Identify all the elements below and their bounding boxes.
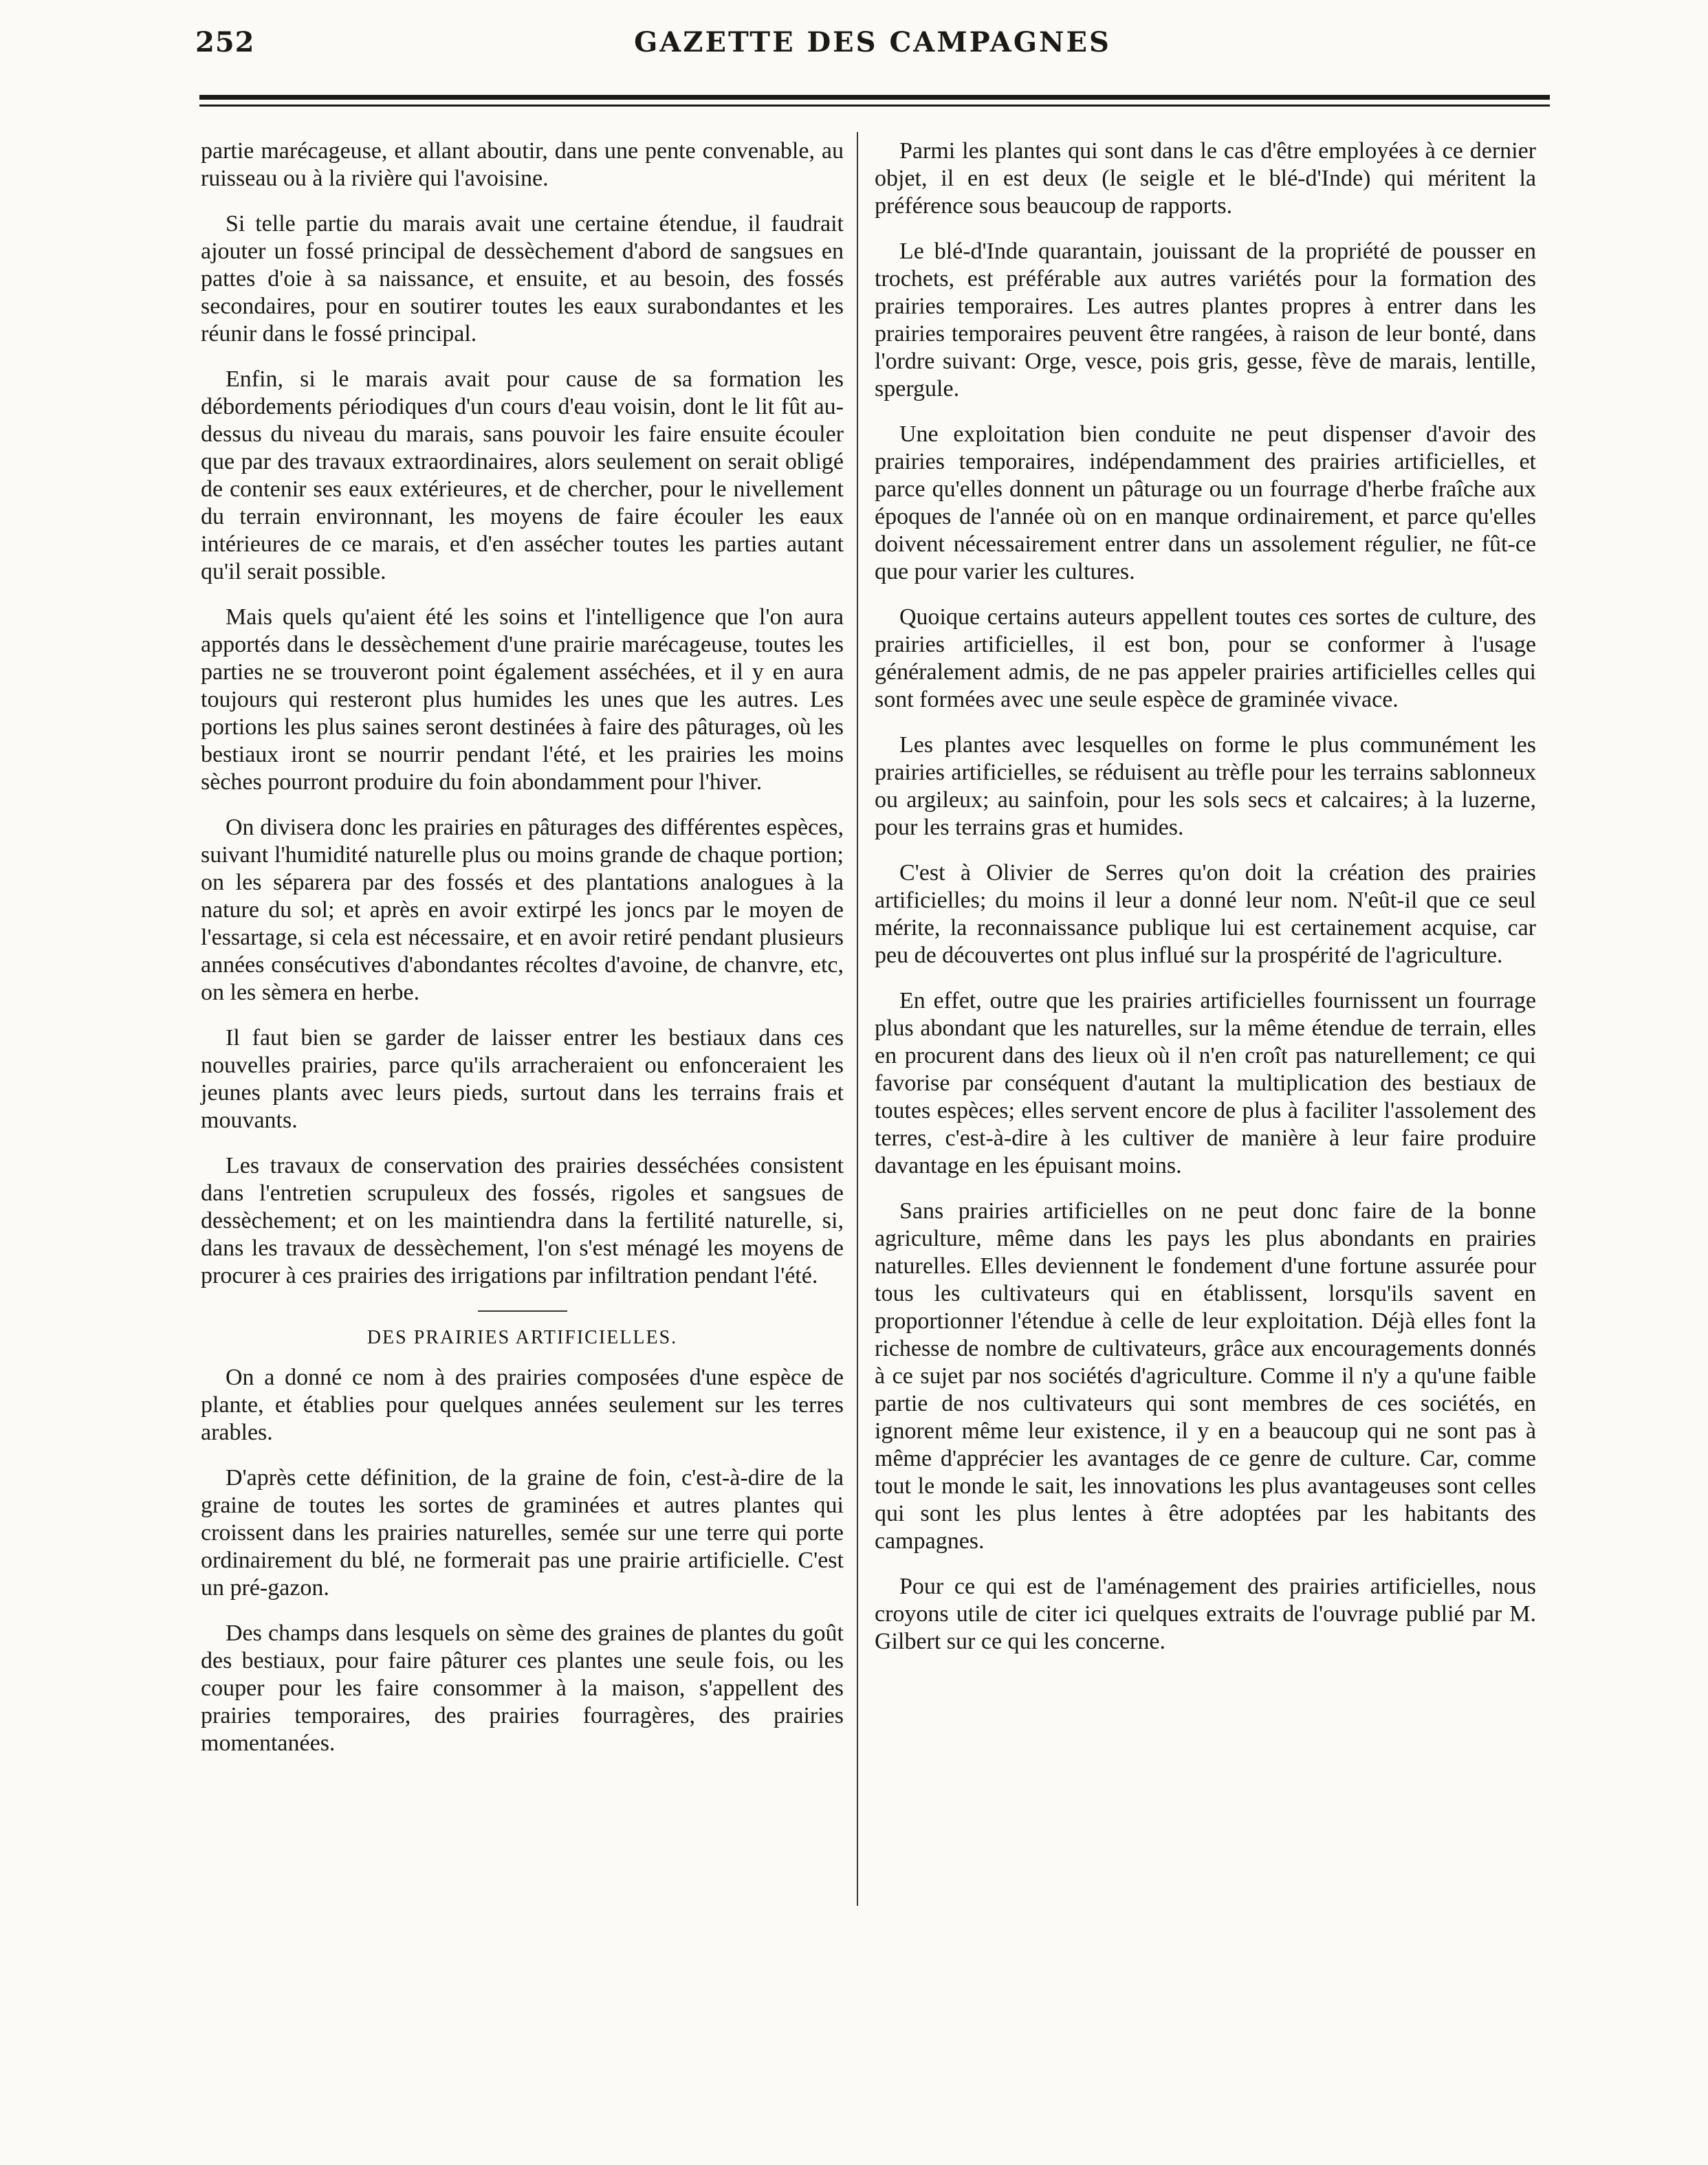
paragraph: En effet, outre que les prairies artificielles fournissent un fourrage plus abondant que les naturelles, sur la même étendue de terrain, elles en procurent dans des lieux où il n'en croît pas naturellement; ce qui favorise par conséquent d'autant la multiplication des bestiaux de toutes espèces; elles servent encore de plus à faciliter l'assolement des terres, c'est-à-dire à les cultiver de manière à leur faire produire davantage en les épuisant moins. bbox=[875, 988, 1536, 1178]
section-rule bbox=[478, 1310, 567, 1312]
paragraph: D'après cette définition, de la graine de foin, c'est-à-dire de la graine de toutes les sortes de graminées et autres plantes qui croissent dans les prairies naturelles, semée sur une terre qui porte ordinairement du blé, ne formerait pas une prairie artificielle. C'est un pré-gazon. bbox=[201, 1465, 844, 1601]
paragraph: Pour ce qui est de l'aménagement des prairies artificielles, nous croyons utile de citer ici quelques extraits de l'ouvrage publié par M. Gilbert sur ce qui les concerne. bbox=[875, 1574, 1536, 1654]
paragraph: Il faut bien se garder de laisser entrer les bestiaux dans ces nouvelles prairies, parce qu'ils arracheraient ou enfonceraient les jeunes plants avec leurs pieds, surtout dans les terrains frais et mouvants. bbox=[201, 1025, 844, 1133]
paragraph: C'est à Olivier de Serres qu'on doit la création des prairies artificielles; du moins il leur a donné leur nom. N'eût-il que ce seul mérite, la reconnaissance publique lui est certainement acquise, car peu de découvertes ont plus influé sur la prospérité de l'agriculture. bbox=[875, 860, 1536, 968]
paragraph: Si telle partie du marais avait une certaine étendue, il faudrait ajouter un fossé principal de dessèchement d'abord de sangsues en pattes d'oie à sa naissance, et ensuite, et au besoin, des fossés secondaires, pour en soutirer toutes les eaux surabondantes et les réunir dans le fossé principal. bbox=[201, 211, 844, 347]
paragraph: Une exploitation bien conduite ne peut dispenser d'avoir des prairies temporaires, indépendamment des prairies artificielles, et parce qu'elles donnent un pâturage ou un fourrage d'herbe fraîche aux époques de l'année où on en manque ordinairement, et parce qu'elles doivent nécessairement entrer dans un assolement régulier, ne fût-ce que pour varier les cultures. bbox=[875, 421, 1536, 584]
journal-title: GAZETTE DES CAMPAGNES bbox=[634, 26, 1111, 58]
right-column bbox=[875, 138, 1536, 1673]
paragraph: Les travaux de conservation des prairies desséchées consistent dans l'entretien scrupuleux des fossés, rigoles et sangsues de dessèchement; et on les maintiendra dans la fertilité naturelle, si, dans les travaux de dessèchement, l'on s'est ménagé les moyens de procurer à ces prairies des irrigations par infiltration pendant l'été. bbox=[201, 1153, 844, 1288]
paragraph: Mais quels qu'aient été les soins et l'intelligence que l'on aura apportés dans le dessèchement d'une prairie marécageuse, toutes les parties ne se trouveront point également asséchées, et il y en aura toujours qui resteront plus humides les unes que les autres. Les portions les plus saines seront destinées à faire des pâturages, où les bestiaux iront se nourrir pendant l'été, et les prairies les moins sèches pourront produire du foin abondamment pour l'hiver. bbox=[201, 604, 844, 795]
paragraph: Sans prairies artificielles on ne peut donc faire de la bonne agriculture, même dans les pays les plus abondants en prairies naturelles. Elles deviennent le fondement d'une fortune assurée pour tous les cultivateurs qui en établissent, lorsqu'ils savent en proportionner l'étendue à celle de leur exploitation. Déjà elles font la richesse de nombre de cultivateurs, grâce aux encouragements donnés à ce sujet par nos sociétés d'agriculture. Comme il n'y a qu'une faible partie de nos cultivateurs qui sont membres de ces sociétés, en ignorent même leur existence, il y en a beaucoup qui ne sont pas à même d'apprécier les avantages de ce genre de culture. Car, comme tout le monde le sait, les innovations les plus avantageuses sont celles qui sont les plus lentes à être adoptées par les habitants des campagnes. bbox=[875, 1198, 1536, 1554]
header-rule-thin bbox=[199, 105, 1550, 107]
paragraph: Des champs dans lesquels on sème des graines de plantes du goût des bestiaux, pour faire pâturer ces plantes une seule fois, ou les couper pour les faire consommer à la maison, s'appellent des prairies temporaires, des prairies fourragères, des prairies momentanées. bbox=[201, 1620, 844, 1756]
paragraph: Les plantes avec lesquelles on forme le plus communément les prairies artificielles, se réduisent au trèfle pour les terrains sablonneux ou argileux; au sainfoin, pour les sols secs et calcaires; à la luzerne, pour les terrains gras et humides. bbox=[875, 732, 1536, 840]
page-header bbox=[195, 21, 1550, 76]
column-divider bbox=[857, 132, 858, 1906]
paragraph: partie marécageuse, et allant aboutir, dans une pente convenable, au ruisseau ou à la rivière qui l'avoisine. bbox=[201, 138, 844, 191]
paragraph: Enfin, si le marais avait pour cause de sa formation les débordements périodiques d'un cours d'eau voisin, dont le lit fût au-dessus du niveau du marais, sans pouvoir les faire ensuite écouler que par des travaux extraordinaires, alors seulement on serait obligé de contenir ses eaux extérieures, et de chercher, pour le nivellement du terrain environnant, les moyens de faire écouler les eaux intérieures de ce marais, et d'en assécher toutes les parties autant qu'il serait possible. bbox=[201, 366, 844, 584]
paragraph: Quoique certains auteurs appellent toutes ces sortes de culture, des prairies artificielles, il est bon, pour se conformer à l'usage généralement admis, de ne pas appeler prairies artificielles celles qui sont formées avec une seule espèce de graminée vivace. bbox=[875, 604, 1536, 712]
section-heading: DES PRAIRIES ARTIFICIELLES. bbox=[366, 1327, 678, 1348]
paragraph: Le blé-d'Inde quarantain, jouissant de la propriété de pousser en trochets, est préférable aux autres variétés pour la formation des prairies temporaires. Les autres plantes propres à entrer dans les prairies temporaires peuvent être rangées, à raison de leur bonté, dans l'ordre suivant: Orge, vesce, pois gris, gesse, fève de marais, lentille, spergule. bbox=[875, 239, 1536, 402]
paragraph: Parmi les plantes qui sont dans le cas d'être employées à ce dernier objet, il en est deux (le seigle et le blé-d'Inde) qui méritent la préférence sous beaucoup de rapports. bbox=[875, 138, 1536, 219]
paragraph: On a donné ce nom à des prairies composées d'une espèce de plante, et établies pour quelques années seulement sur les terres arables. bbox=[201, 1365, 844, 1445]
page-number: 252 bbox=[195, 26, 255, 58]
left-column bbox=[201, 138, 844, 1775]
header-rule-thick bbox=[199, 95, 1550, 100]
paragraph: On divisera donc les prairies en pâturages des différentes espèces, suivant l'humidité naturelle plus ou moins grande de chaque portion; on les séparera par des fossés et des plantations analogues à la nature du sol; et après en avoir extirpé les joncs par le moyen de l'essartage, si cela est nécessaire, et en avoir retiré pendant plusieurs années consécutives d'abondantes récoltes d'avoine, de chanvre, etc, on les sèmera en herbe. bbox=[201, 815, 844, 1005]
